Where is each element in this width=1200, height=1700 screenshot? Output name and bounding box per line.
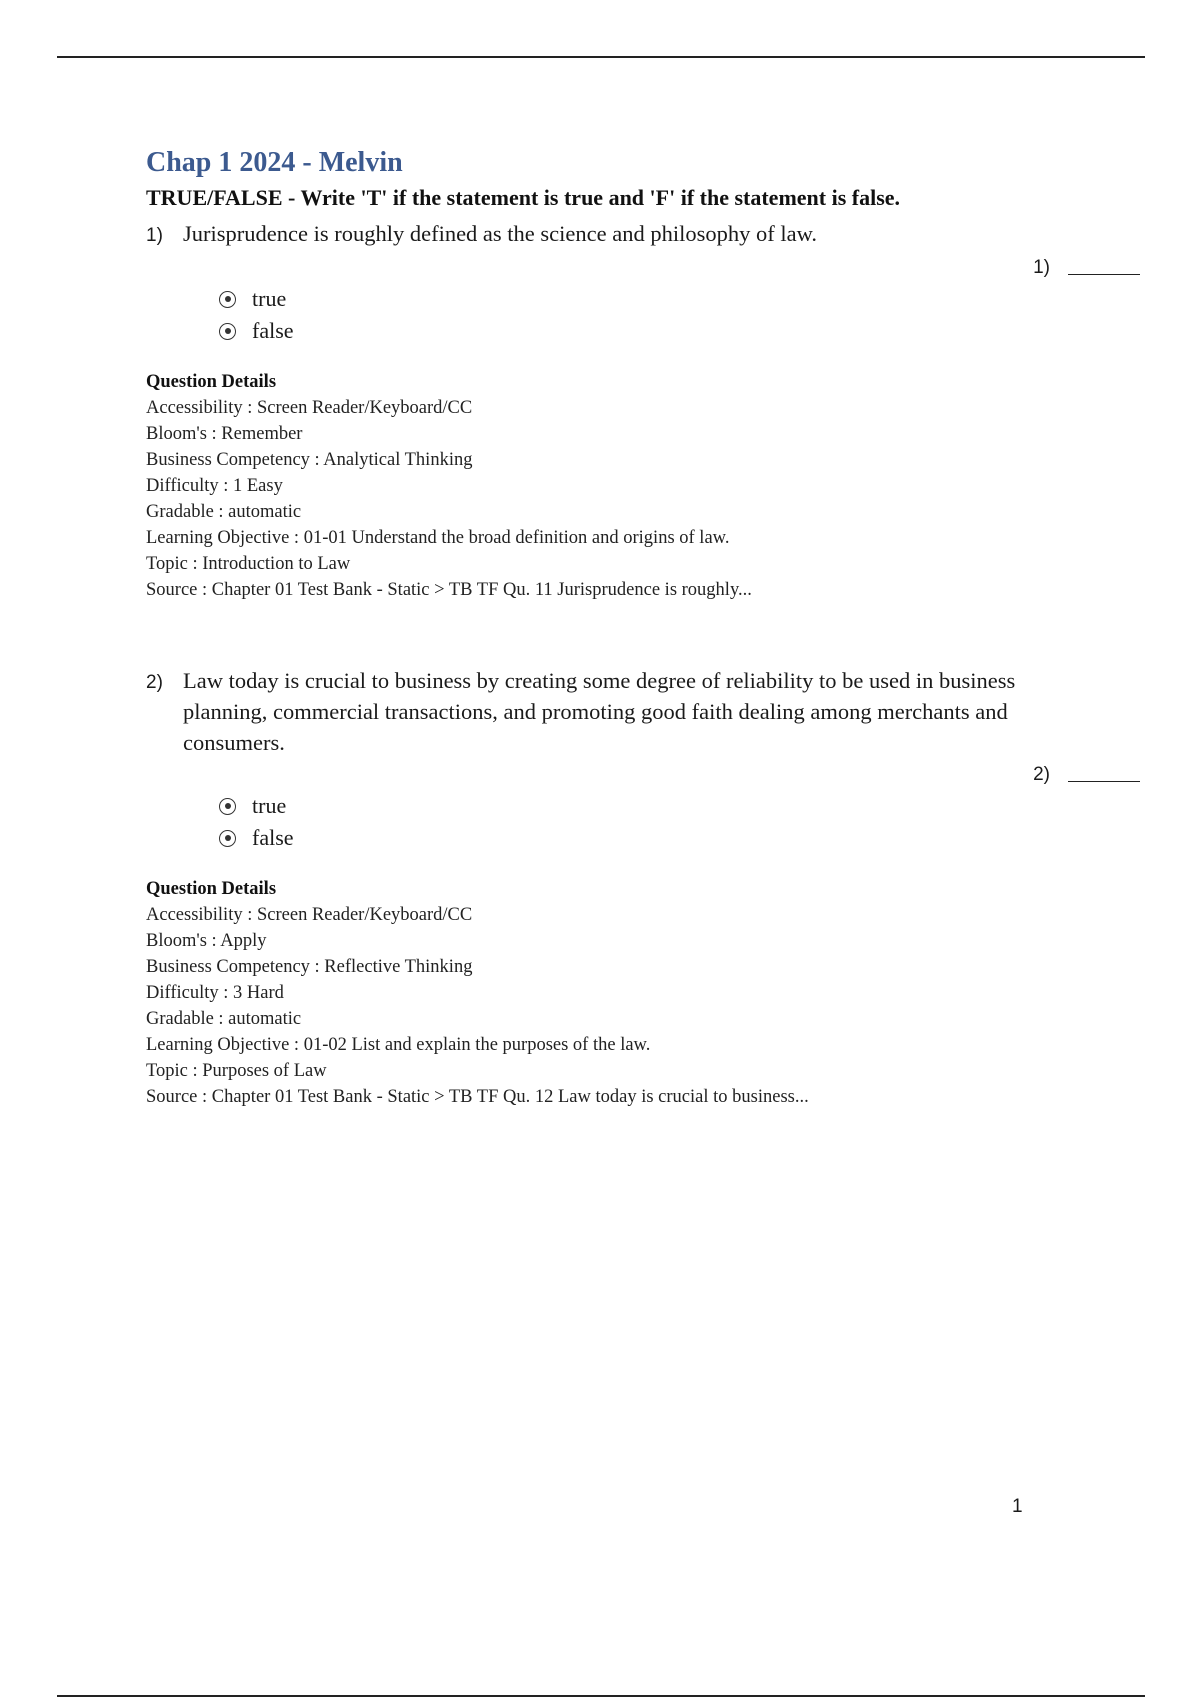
detail-source: Source : Chapter 01 Test Bank - Static > TB TF Qu. 12 Law today is crucial to business... (146, 1087, 809, 1107)
answer-line[interactable] (1068, 781, 1140, 782)
question-text: Jurisprudence is roughly defined as the science and philosophy of law. (183, 221, 817, 246)
question-details (146, 369, 1096, 603)
radio-icon[interactable] (219, 798, 236, 815)
radio-icon[interactable] (219, 323, 236, 340)
option-label: false (252, 825, 294, 850)
radio-icon[interactable] (219, 830, 236, 847)
detail-source: Source : Chapter 01 Test Bank - Static > TB TF Qu. 11 Jurisprudence is roughly... (146, 580, 752, 600)
detail-topic: Topic : Introduction to Law (146, 554, 351, 574)
detail-blooms: Bloom's : Remember (146, 424, 303, 444)
detail-gradable: Gradable : automatic (146, 502, 302, 522)
detail-blooms: Bloom's : Apply (146, 931, 267, 951)
question-number: 2) (146, 672, 163, 693)
detail-accessibility: Accessibility : Screen Reader/Keyboard/CC (146, 905, 473, 925)
option-false[interactable] (219, 822, 1096, 854)
document-body (146, 146, 1096, 1110)
question-2 (146, 665, 1096, 1110)
detail-difficulty: Difficulty : 3 Hard (146, 983, 284, 1003)
answer-blank[interactable] (146, 251, 1140, 279)
question-1 (146, 218, 1096, 603)
page-number: 1 (1012, 1496, 1023, 1517)
option-label: true (252, 793, 287, 818)
option-true[interactable] (219, 283, 1096, 315)
detail-topic: Topic : Purposes of Law (146, 1061, 327, 1081)
option-true[interactable] (219, 790, 1096, 822)
answer-options (219, 283, 1096, 347)
detail-difficulty: Difficulty : 1 Easy (146, 476, 283, 496)
document-title: Chap 1 2024 - Melvin (146, 147, 403, 178)
option-label: true (252, 286, 287, 311)
detail-gradable: Gradable : automatic (146, 1009, 302, 1029)
details-heading: Question Details (146, 879, 277, 899)
option-label: false (252, 318, 294, 343)
detail-accessibility: Accessibility : Screen Reader/Keyboard/CC (146, 398, 473, 418)
question-details (146, 876, 1096, 1110)
question-text: Law today is crucial to business by creating some degree of reliability to be used in business planning, commercial transactions, and promoting good faith dealing among merchants and consumers. (183, 668, 1016, 755)
footer-rule (57, 1695, 1145, 1697)
detail-learning-objective: Learning Objective : 01-02 List and explain the purposes of the law. (146, 1035, 651, 1055)
detail-business-competency: Business Competency : Reflective Thinking (146, 957, 473, 977)
section-instructions: TRUE/FALSE - Write 'T' if the statement is true and 'F' if the statement is false. (146, 185, 901, 210)
answer-label: 2) (1033, 764, 1050, 785)
detail-learning-objective: Learning Objective : 01-01 Understand the broad definition and origins of law. (146, 528, 730, 548)
answer-label: 1) (1033, 257, 1050, 278)
answer-blank[interactable] (146, 758, 1140, 786)
option-false[interactable] (219, 315, 1096, 347)
details-heading: Question Details (146, 372, 277, 392)
question-number: 1) (146, 225, 163, 246)
answer-line[interactable] (1068, 274, 1140, 275)
radio-icon[interactable] (219, 291, 236, 308)
answer-options (219, 790, 1096, 854)
detail-business-competency: Business Competency : Analytical Thinking (146, 450, 473, 470)
header-rule (57, 56, 1145, 58)
